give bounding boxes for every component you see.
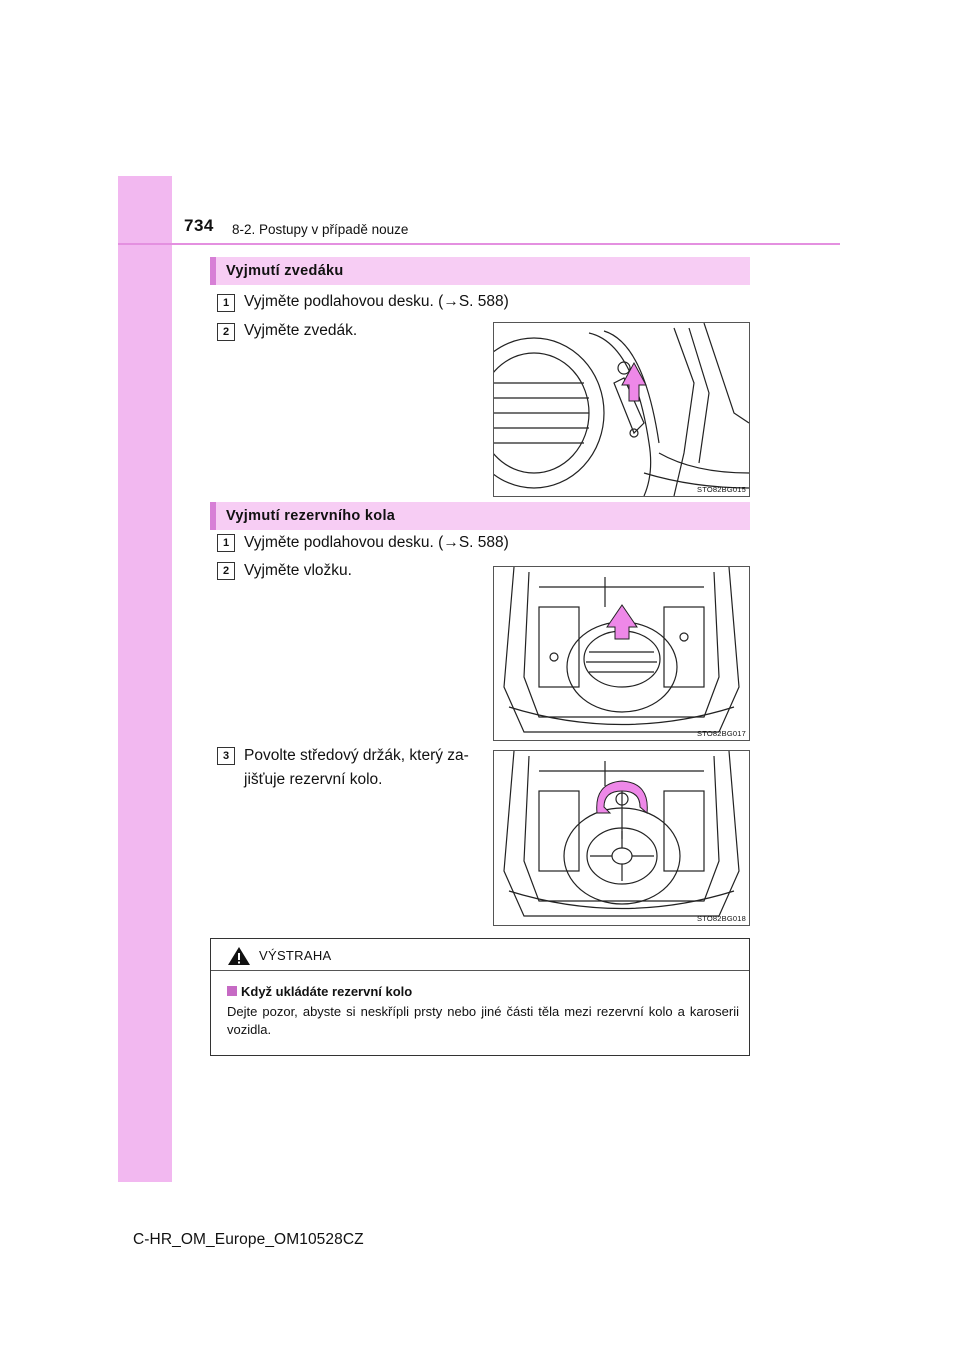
- figure-code: STO82BG017: [697, 729, 746, 738]
- figure-insert-removal: [493, 566, 750, 741]
- step-number: 3: [217, 747, 235, 765]
- step-text: jišťuje rezervní kolo.: [244, 771, 383, 788]
- warning-header: [211, 939, 749, 971]
- insert-illustration: [494, 567, 749, 740]
- step-text: Vyjměte zvedák.: [244, 322, 358, 339]
- figure-code: STO82BG015: [697, 485, 746, 494]
- warning-subtitle-text: Když ukládáte rezervní kolo: [241, 984, 413, 999]
- step-number: 1: [217, 534, 235, 552]
- square-bullet-icon: [227, 986, 237, 996]
- footer-doc-id: C-HR_OM_Europe_OM10528CZ: [133, 1231, 364, 1248]
- section-heading-spare-wheel: [210, 502, 750, 530]
- side-tab-bar: [118, 176, 172, 1182]
- warning-triangle-icon: [227, 946, 251, 966]
- figure-code: STO82BG018: [697, 914, 746, 923]
- warning-title: VÝSTRAHA: [259, 948, 332, 963]
- warning-subtitle: [227, 984, 412, 999]
- warning-box: [210, 938, 750, 1056]
- section-heading-jack: [210, 257, 750, 285]
- step-number: 2: [217, 323, 235, 341]
- section-heading-text: Vyjmutí zvedáku: [226, 263, 344, 279]
- header-rule: [118, 243, 840, 245]
- jack-illustration: [494, 323, 749, 496]
- figure-jack-removal: [493, 322, 750, 497]
- page-number: 734: [184, 216, 214, 235]
- step-text: Povolte středový držák, který za-: [244, 747, 469, 764]
- step-text: Vyjměte podlahovou desku. (→S. 588): [244, 534, 509, 551]
- figure-center-holder: [493, 750, 750, 926]
- step-text: Vyjměte podlahovou desku. (→S. 588): [244, 293, 509, 310]
- section-heading-text: Vyjmutí rezervního kola: [226, 508, 396, 524]
- step-text: Vyjměte vložku.: [244, 562, 352, 579]
- section-title: 8-2. Postupy v případě nouze: [232, 222, 409, 237]
- step-number: 1: [217, 294, 235, 312]
- step-number: 2: [217, 562, 235, 580]
- wheel-illustration: [494, 751, 749, 925]
- warning-body: Dejte pozor, abyste si neskřípli prsty nebo jiné části těla mezi rezervní kolo a karoserii vozidla.: [227, 1004, 739, 1037]
